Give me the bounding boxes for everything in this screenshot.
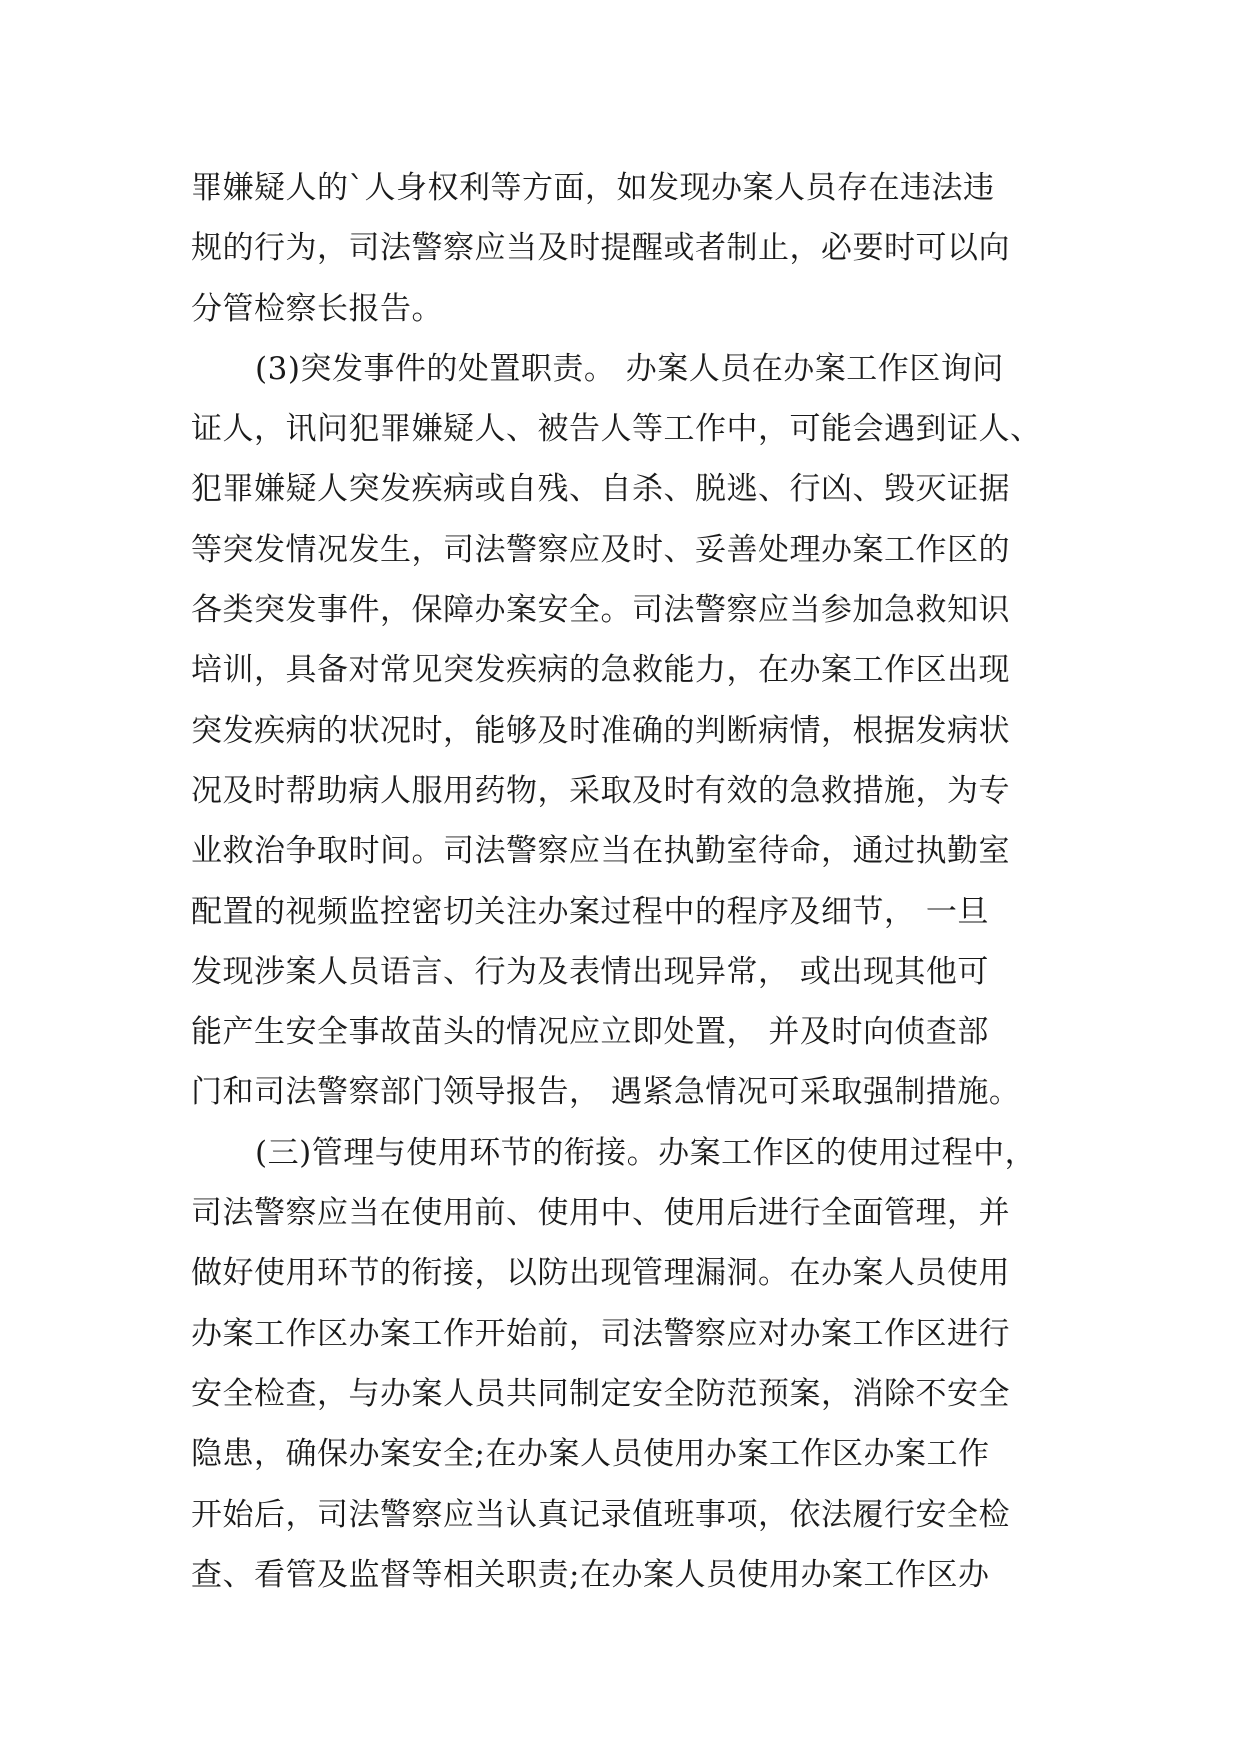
paragraph-start-line: (3)突发事件的处置职责。 办案人员在办案工作区询问 [255, 350, 1004, 387]
text-line: 犯罪嫌疑人突发疾病或自残、自杀、脱逃、行凶、毁灭证据 [191, 471, 1010, 508]
text-line: 安全检查，与办案人员共同制定安全防范预案，消除不安全 [191, 1375, 1010, 1412]
text-line: 罪嫌疑人的`人身权利等方面，如发现办案人员存在违法违 [191, 170, 995, 206]
text-line: 办案工作区办案工作开始前，司法警察应对办案工作区进行 [191, 1315, 1010, 1352]
text-line: 做好使用环节的衔接，以防出现管理漏洞。在办案人员使用 [191, 1255, 1010, 1292]
text-line: 各类突发事件，保障办案安全。司法警察应当参加急救知识 [191, 592, 1010, 629]
text-line: 证人，讯问犯罪嫌疑人、被告人等工作中，可能会遇到证人、 [191, 411, 1042, 448]
text-line: 规的行为，司法警察应当及时提醒或者制止，必要时可以向 [191, 230, 1010, 267]
text-line: 配置的视频监控密切关注办案过程中的程序及细节， 一旦 [191, 893, 989, 930]
text-line: 能产生安全事故苗头的情况应立即处置， 并及时向侦查部 [191, 1014, 989, 1051]
text-line: 查、看管及监督等相关职责;在办案人员使用办案工作区办 [191, 1556, 990, 1593]
text-line: 分管检察长报告。 [191, 290, 443, 327]
text-line: 门和司法警察部门领导报告， 遇紧急情况可采取强制措施。 [191, 1074, 1021, 1111]
text-line: 况及时帮助病人服用药物，采取及时有效的急救措施，为专 [191, 772, 1010, 809]
text-line: 司法警察应当在使用前、使用中、使用后进行全面管理，并 [191, 1195, 1010, 1232]
body-text [191, 158, 1071, 1605]
paragraph-start-line: (三)管理与使用环节的衔接。办案工作区的使用过程中， [255, 1134, 1037, 1171]
text-line: 等突发情况发生，司法警察应及时、妥善处理办案工作区的 [191, 531, 1010, 568]
text-line: 业救治争取时间。司法警察应当在执勤室待命，通过执勤室 [191, 833, 1010, 870]
text-line: 突发疾病的状况时，能够及时准确的判断病情，根据发病状 [191, 712, 1010, 749]
text-line: 发现涉案人员语言、行为及表情出现异常， 或出现其他可 [191, 953, 989, 990]
text-line: 开始后，司法警察应当认真记录值班事项，依法履行安全检 [191, 1496, 1010, 1533]
text-line: 隐患，确保办案安全;在办案人员使用办案工作区办案工作 [191, 1436, 990, 1473]
text-line: 培训，具备对常见突发疾病的急救能力，在办案工作区出现 [191, 652, 1010, 689]
